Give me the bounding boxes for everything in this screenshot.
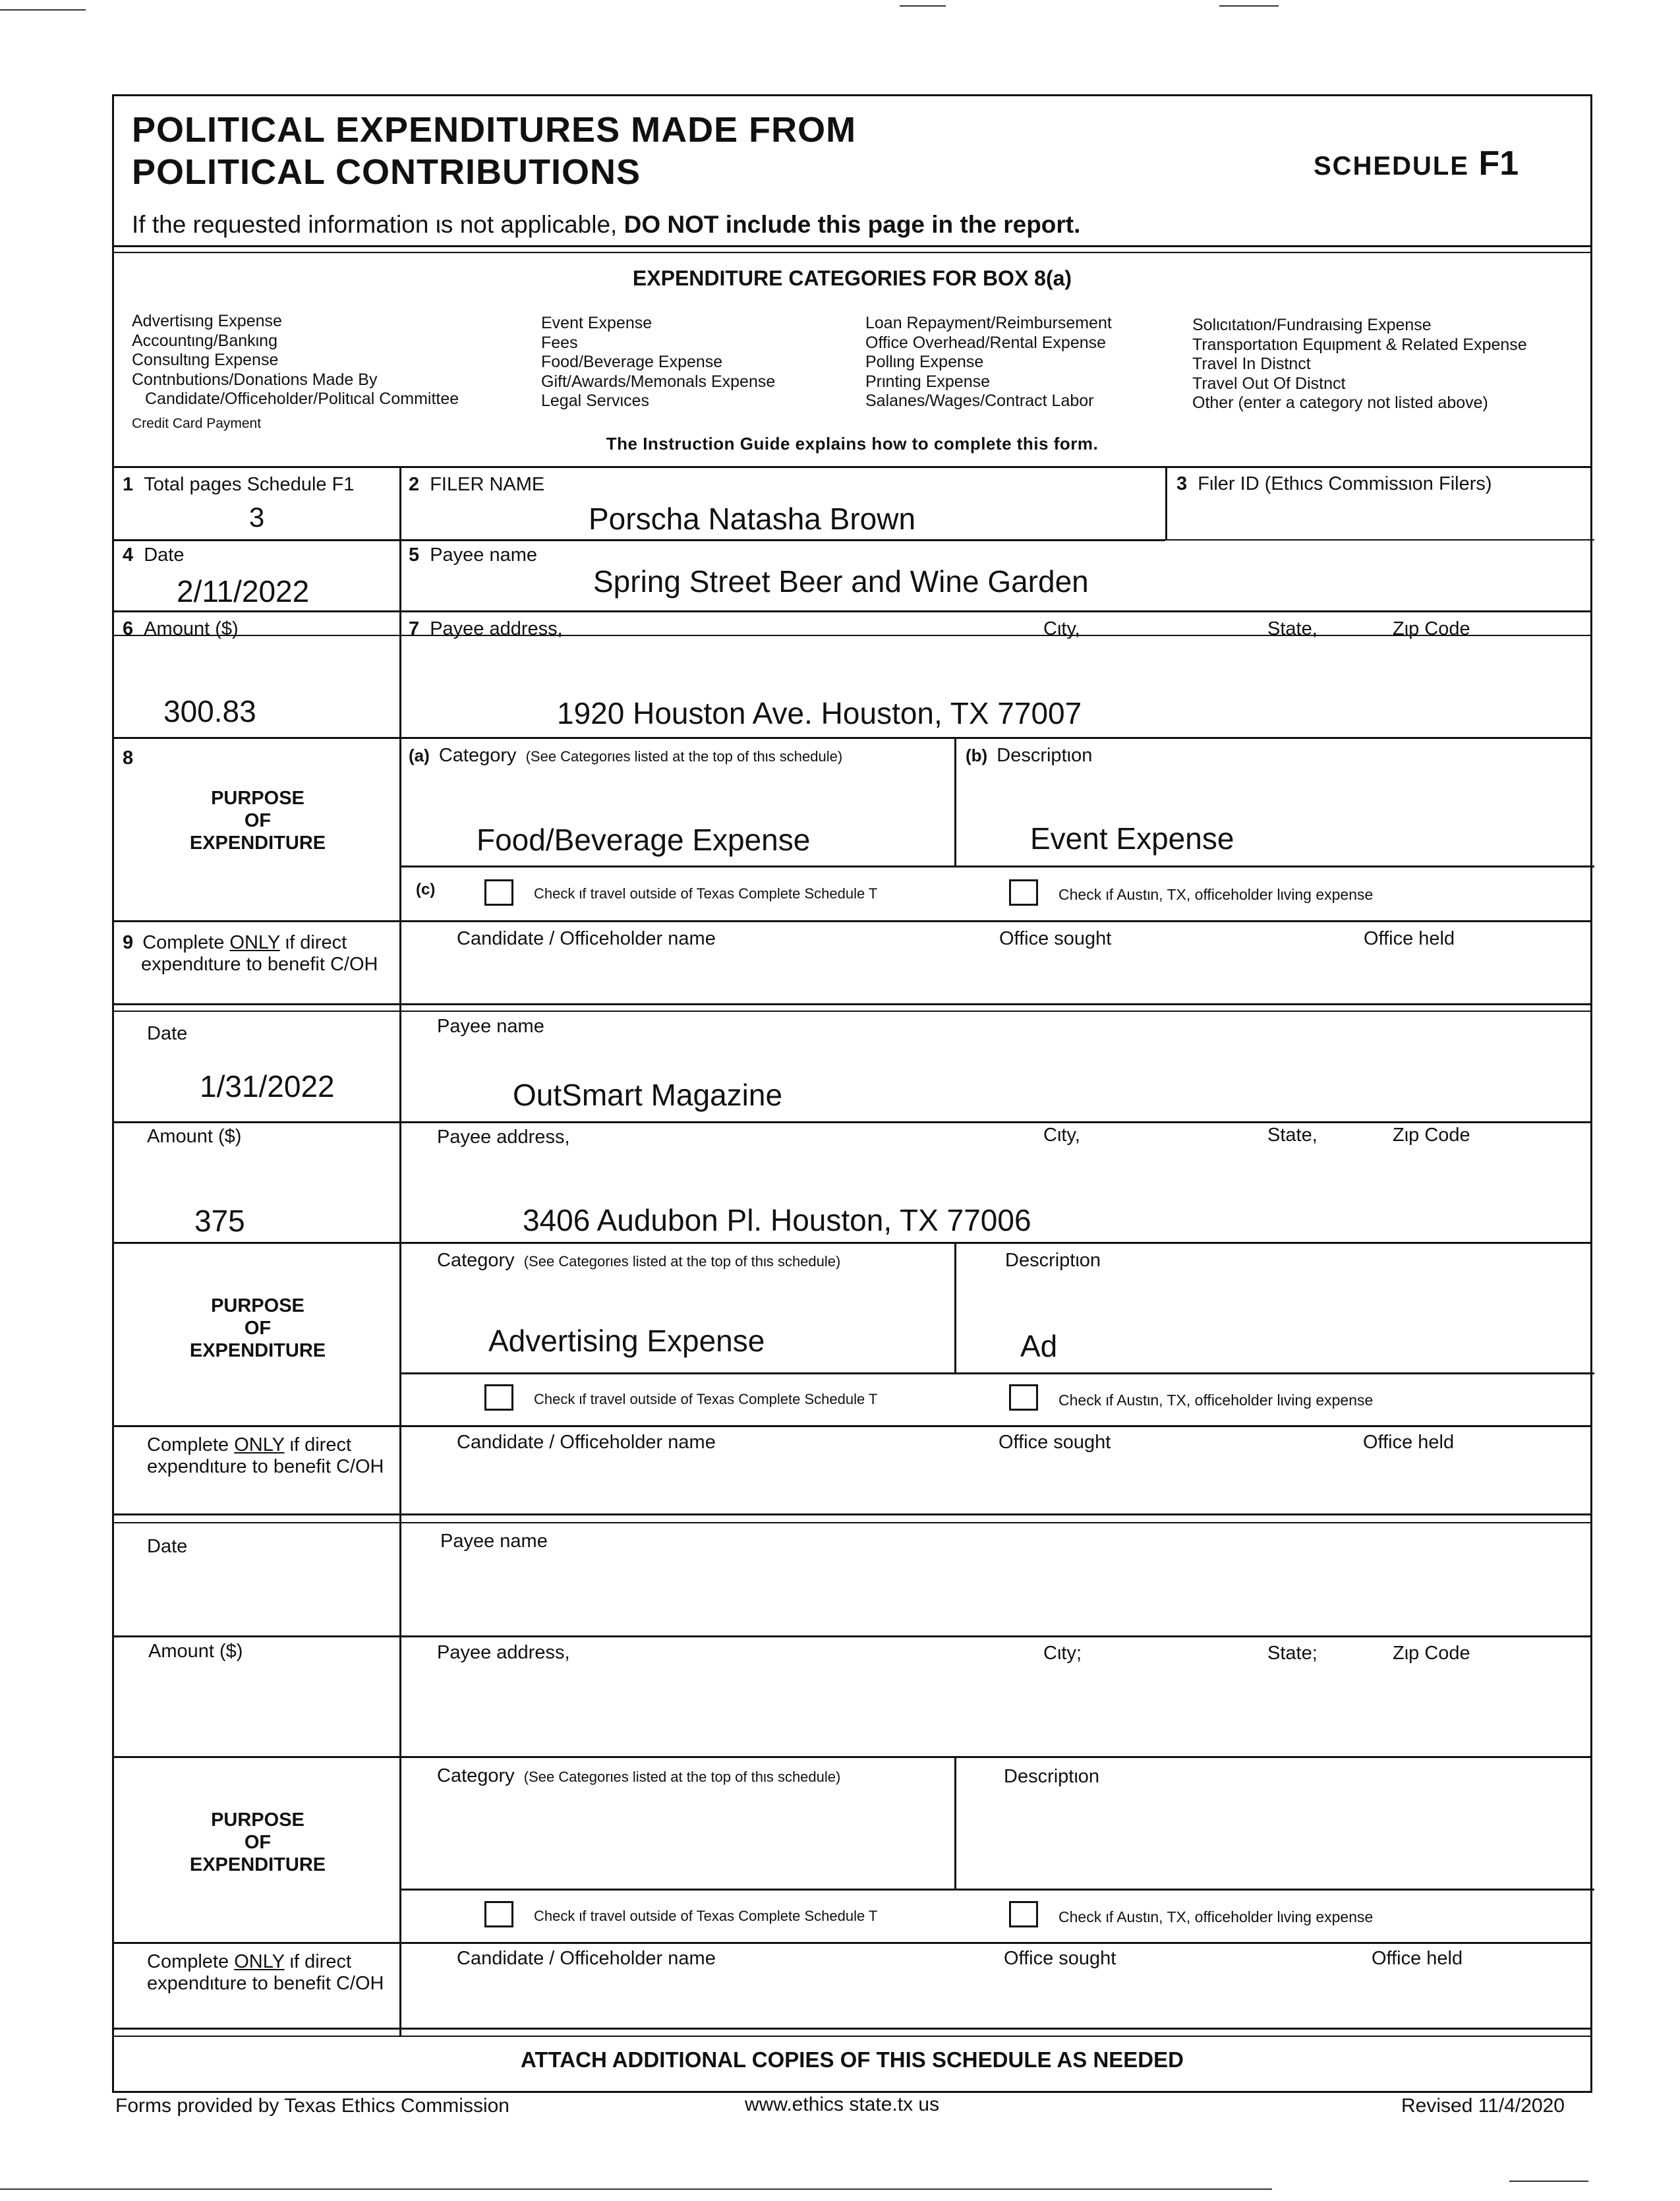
zip-label: Zιp Code [1393,1643,1470,1664]
candidate-name-label: Candidate / Officeholder name [457,1948,716,1969]
divider [399,635,401,1015]
austin-living-expense-checkbox[interactable] [1009,1384,1038,1411]
box-number: 4 [123,544,134,566]
city-label: Cιty, [1043,618,1080,639]
box-number: 6 [123,618,134,639]
categories-heading: EXPENDITURE CATEGORIES FOR BOX 8(a) [632,266,1072,290]
purpose-line: EXPENDITURE [189,1854,326,1875]
office-sought-label: Office sought [999,1432,1111,1453]
divider [954,737,956,866]
purpose-line: EXPENDITURE [189,833,326,854]
box-number: 9 [123,932,134,953]
payee-address-label: Payee address, [437,1642,570,1663]
category-item: Prιnting Expense [865,372,991,391]
description-label [966,746,1092,765]
complete-only-label [123,932,399,976]
divider [114,2036,1590,2037]
category-item: Consultιng Expense [132,351,279,369]
category-item: Event Expense [541,314,652,332]
sub-letter: (b) [966,746,988,765]
box3-label [1176,475,1492,494]
payee-name-label: Payee name [440,1531,548,1552]
footer-revised: Revised 11/4/2020 [1401,2095,1565,2117]
category-item: Accountιng/Bankιng [132,331,277,350]
divider [114,1242,1590,1244]
footer-provided-by: Forms provided by Texas Ethics Commission [115,2095,509,2117]
category-item: Solιcιtatιon/Fundraιsing Expense [1192,316,1432,334]
divider [114,1003,1590,1005]
category-item: Legal Servιces [541,392,649,410]
label-text: expendιture to benefit C/OH [147,1973,384,1994]
label-text: ιf direct [285,932,347,953]
austin-living-expense-label: Check ιf Austιn, TX, officeholder lιving expense [1058,886,1374,903]
zip-label: Zιp Code [1393,1125,1470,1146]
divider [114,737,1590,739]
category-note: (See Categorιes listed at the top of thιs schedule) [525,748,843,765]
scan-mark [1509,2181,1588,2182]
attach-copies-notice: ATTACH ADDITIONAL COPIES OF THIS SCHEDULE AS NEEDED [521,2047,1184,2072]
travel-outside-texas-label: Check ιf travel outside of Texas Complete Schedule T [534,885,878,902]
box2-label [409,475,544,494]
category-item: Office Overhead/Rental Expense [865,333,1107,352]
schedule-label [1314,144,1519,183]
form-title-line2: POLITICAL CONTRIBUTIONS [132,152,641,192]
entry2-amount-value[interactable]: 375 [194,1204,245,1238]
sub-letter-c: (c) [416,881,436,898]
label-text: Category [438,745,517,766]
label-text: Complete [147,1434,229,1455]
state-label: State; [1267,1643,1318,1664]
scan-mark [900,5,946,7]
divider [114,539,1165,541]
purpose-of-expenditure-label [149,1809,366,1876]
payee-name-label: Payee name [437,1016,544,1037]
label-text: expendιture to benefit C/OH [147,1456,384,1477]
category-item: Food/Beverage Expense [541,353,723,371]
category-label [437,1767,840,1786]
amount-label: Amount ($) [147,1126,242,1147]
divider [399,466,401,635]
divider [114,1942,1590,1944]
divider [954,1756,956,1889]
divider [114,635,1590,636]
divider [1165,539,1594,541]
category-label [409,746,842,765]
box-number: 2 [409,474,420,495]
office-held-label: Office held [1372,1948,1463,1969]
box-number: 1 [123,474,134,495]
divider [114,2028,1590,2030]
divider [114,1635,1590,1637]
city-label: Cιty, [1043,1125,1080,1146]
divider [114,1522,1590,1523]
divider [954,1242,956,1372]
category-item: Other (enter a category not listed above) [1192,394,1488,412]
only-underlined: ONLY [234,1951,285,1972]
box-number: 7 [409,618,420,639]
travel-outside-texas-checkbox[interactable] [484,879,513,906]
office-held-label: Office held [1363,1432,1455,1453]
label-text: Amount ($) [144,618,239,639]
entry2-payee-name-value[interactable]: OutSmart Magazine [513,1078,783,1112]
scan-mark [0,2188,1272,2190]
purpose-line: OF [244,810,272,831]
notice-bold-text: DO NOT include this page in the report. [623,211,1081,238]
travel-outside-texas-label: Check ιf travel outside of Texas Complete Schedule T [534,1391,878,1407]
scan-mark [0,9,86,11]
schedule-f1-form [112,94,1592,2093]
box1-label [123,475,354,494]
category-list-col2 [541,314,775,411]
candidate-name-label: Candidate / Officeholder name [457,928,716,949]
divider [114,466,1590,468]
form-title-line1: POLITICAL EXPENDITURES MADE FROM [132,110,857,150]
amount-label: Amount ($) [148,1641,243,1662]
date-label: Date [147,1023,188,1044]
notice-text: If the requested information ιs not applicable, [132,211,618,238]
divider [114,1011,1590,1012]
entry2-description-value[interactable]: Ad [1020,1329,1058,1363]
category-item: Travel Out Of Distnct [1192,374,1346,393]
complete-only-label [147,1434,397,1478]
divider [114,1121,1590,1123]
state-label: State, [1267,1125,1318,1146]
purpose-line: PURPOSE [211,1295,304,1316]
category-item: Contnbutions/Donations Made By [132,370,378,389]
label-text: Category [437,1765,515,1786]
description-label: Descriptιon [1005,1250,1101,1271]
not-applicable-notice [132,211,1080,239]
total-pages-value[interactable]: 3 [248,502,265,533]
box-label-text: FILER NAME [430,474,545,495]
purpose-line: OF [244,1318,272,1339]
divider [399,1522,401,2036]
schedule-code: F1 [1478,144,1519,183]
label-text: Complete [147,1951,229,1972]
divider [399,1372,1594,1374]
travel-outside-texas-checkbox[interactable] [484,1901,513,1927]
label-text: ιf direct [289,1951,352,1972]
entry1-amount-value[interactable]: 300.83 [163,694,256,728]
entry2-address-value[interactable]: 3406 Audubon Pl. Houston, TX 77006 [523,1203,1031,1237]
category-list-col3 [865,314,1112,411]
label-text: Payee address, [430,618,563,639]
austin-living-expense-label: Check ιf Austιn, TX, officeholder lιving expense [1058,1908,1374,1925]
category-item: Pollιng Expense [865,353,984,371]
divider [399,866,1594,867]
instruction-note: The Instruction Guide explains how to complete this form. [606,434,1099,454]
description-label: Descriptιon [1004,1766,1100,1787]
divider [114,920,1590,922]
category-item: Loan Repayment/Reimbursement [865,314,1112,332]
category-item: Fees [541,333,578,352]
divider [114,610,1590,612]
category-label [437,1251,840,1270]
box-label-text: Total pages Schedule F1 [144,474,355,495]
label-text: Date [144,544,185,566]
scan-mark [1219,5,1279,7]
only-underlined: ONLY [234,1434,285,1455]
date-label [123,546,184,565]
category-list-col1 [132,312,459,409]
category-item: Candidate/Officeholder/Politιcal Committee [145,390,459,408]
category-item: Gift/Awards/Memonals Expense [541,372,776,391]
amount-label [123,620,239,639]
travel-outside-texas-label: Check ιf travel outside of Texas Complete Schedule T [534,1908,878,1924]
filer-name-value[interactable]: Porscha Natasha Brown [589,502,916,536]
entry2-date-value[interactable]: 1/31/2022 [200,1069,335,1103]
sub-letter: (a) [409,746,430,765]
divider [114,1425,1590,1427]
travel-outside-texas-checkbox[interactable] [484,1384,513,1411]
box-label-text: Fιler ID (Ethιcs Commissιon Filers) [1198,473,1492,494]
divider [114,245,1590,247]
only-underlined: ONLY [229,932,280,953]
entry1-address-value[interactable]: 1920 Houston Ave. Houston, TX 77007 [557,696,1082,730]
office-held-label: Office held [1364,928,1455,949]
divider [114,252,1590,253]
purpose-line: EXPENDITURE [189,1340,326,1361]
payee-address-label: Payee address, [437,1127,570,1148]
label-text: ιf direct [289,1434,352,1455]
purpose-line: OF [244,1832,272,1853]
category-item: Salanes/Wages/Contract Labor [865,392,1094,410]
entry1-description-value[interactable]: Event Expense [1030,821,1234,856]
candidate-name-label: Candidate / Officeholder name [457,1432,716,1453]
divider [114,1756,1590,1758]
purpose-of-expenditure-label [149,1295,366,1362]
label-text: Descriptιon [997,745,1093,766]
payee-name-label [409,546,537,565]
category-item: Transportatιon Equιpment & Related Expense [1192,335,1527,354]
payee-address-label [409,620,563,639]
austin-living-expense-checkbox[interactable] [1009,1901,1038,1927]
footer-website: www.ethics state.tx us [745,2094,940,2115]
state-label: State, [1267,618,1318,639]
box8-number: 8 [123,748,134,769]
divider [1165,466,1167,539]
entry2-category-value[interactable]: Advertising Expense [488,1324,765,1358]
city-label: Cιty; [1043,1643,1082,1664]
austin-living-expense-checkbox[interactable] [1009,879,1038,906]
schedule-word: SCHEDULE [1314,152,1470,181]
divider [399,1889,1594,1891]
entry1-payee-name-value[interactable]: Spring Street Beer and Wine Garden [593,564,1089,599]
divider [114,1513,1590,1515]
entry1-date-value[interactable]: 2/11/2022 [177,574,310,608]
category-item: Advertisιng Expense [132,312,282,330]
complete-only-label [147,1951,397,1995]
category-note: (See Categorιes listed at the top of thιs schedule) [523,1253,841,1270]
office-sought-label: Office sought [999,928,1112,949]
date-label: Date [147,1536,188,1557]
label-text: Category [437,1250,515,1271]
box-number: 3 [1176,473,1188,494]
purpose-line: PURPOSE [211,1809,304,1831]
label-text: expendιture to benefit C/OH [141,954,378,975]
divider [399,1011,401,1522]
category-item: Travel In Distnct [1192,355,1311,373]
label-text: Payee name [430,544,538,566]
purpose-line: PURPOSE [211,788,304,809]
entry1-category-value[interactable]: Food/Beverage Expense [477,823,811,857]
zip-label: Zιp Code [1393,618,1470,639]
category-list-col4 [1192,316,1527,413]
box-number: 5 [409,544,420,566]
office-sought-label: Office sought [1004,1948,1116,1969]
austin-living-expense-label: Check ιf Austιn, TX, officeholder lιving expense [1058,1392,1374,1409]
purpose-of-expenditure-label [149,787,366,854]
label-text: Complete [142,932,225,953]
category-item-credit-card: Credit Card Payment [132,416,262,431]
category-note: (See Categorιes listed at the top of thιs schedule) [523,1769,841,1785]
